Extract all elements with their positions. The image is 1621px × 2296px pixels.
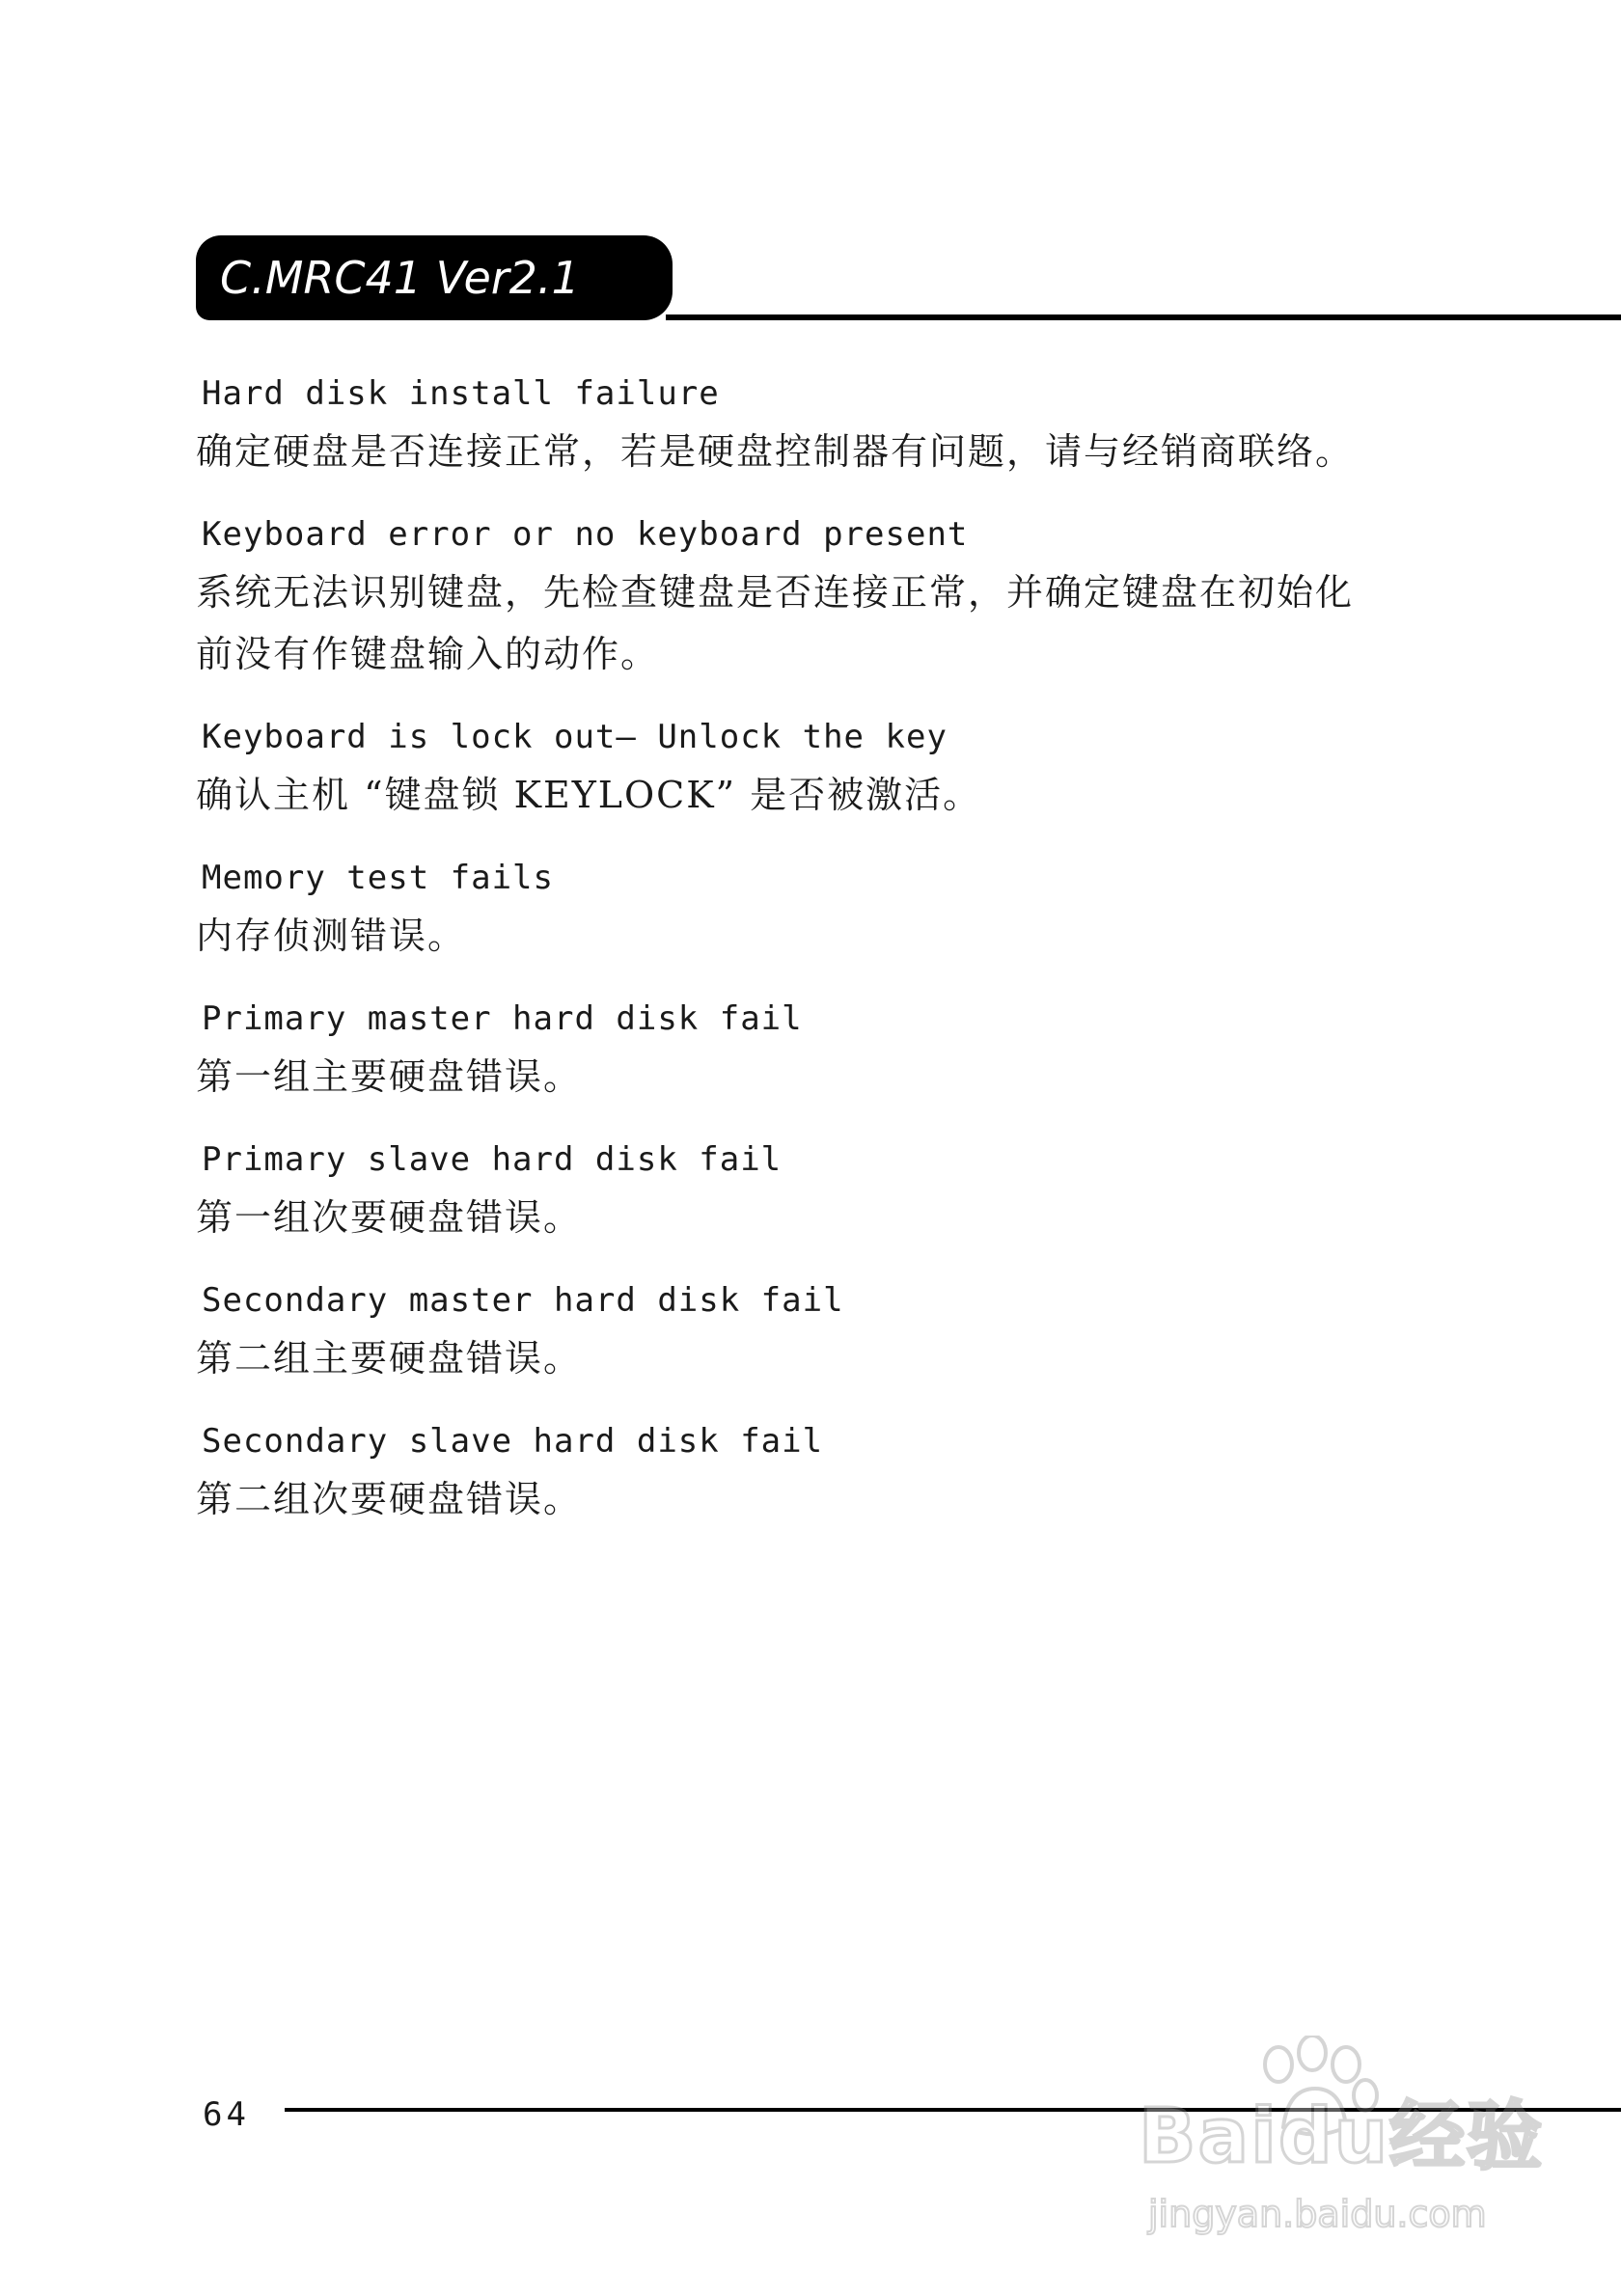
document-title: C.MRC41 Ver2.1: [220, 252, 580, 304]
error-message: Memory test fails: [202, 859, 554, 897]
error-description: 内存侦测错误。: [196, 915, 467, 957]
error-description: 第一组主要硬盘错误。: [196, 1055, 583, 1098]
watermark-url: jingyan.baidu.com: [1148, 2193, 1487, 2235]
header-rule: [666, 314, 1621, 320]
error-description: 系统无法识别键盘，先检查键盘是否连接正常，并确定键盘在初始化: [196, 571, 1355, 614]
error-description: 第二组主要硬盘错误。: [196, 1337, 583, 1380]
error-description: 第一组次要硬盘错误。: [196, 1196, 583, 1239]
error-description-continued: 前没有作键盘输入的动作。: [196, 633, 660, 675]
error-message: Secondary slave hard disk fail: [202, 1422, 824, 1461]
baidu-jingyan-watermark: [1139, 2036, 1544, 2267]
error-entry-primary-slave: [196, 1133, 1470, 1248]
error-entry-keyboard-error: [196, 507, 1470, 685]
page-number: 64: [203, 2095, 250, 2134]
error-message: Keyboard error or no keyboard present: [202, 515, 969, 554]
watermark-brand: Baidu经验: [1139, 2093, 1545, 2180]
error-description: 确认主机 “键盘锁 KEYLOCK” 是否被激活。: [196, 774, 982, 816]
error-entry-hard-disk-install: [196, 367, 1470, 482]
error-message: Primary slave hard disk fail: [202, 1140, 783, 1179]
error-entry-secondary-slave: [196, 1414, 1470, 1530]
error-description: 第二组次要硬盘错误。: [196, 1478, 583, 1520]
error-message: Primary master hard disk fail: [202, 999, 803, 1038]
error-entry-primary-master: [196, 992, 1470, 1107]
error-message: Secondary master hard disk fail: [202, 1281, 844, 1320]
error-description: 确定硬盘是否连接正常，若是硬盘控制器有问题，请与经销商联络。: [196, 430, 1355, 473]
error-message: Hard disk install failure: [202, 374, 720, 413]
error-entry-keyboard-lock: [196, 710, 1470, 826]
error-message: Keyboard is lock out— Unlock the key: [202, 718, 948, 756]
error-entry-memory-test: [196, 851, 1470, 967]
error-entry-secondary-master: [196, 1273, 1470, 1389]
error-message-list: [196, 367, 1470, 1555]
